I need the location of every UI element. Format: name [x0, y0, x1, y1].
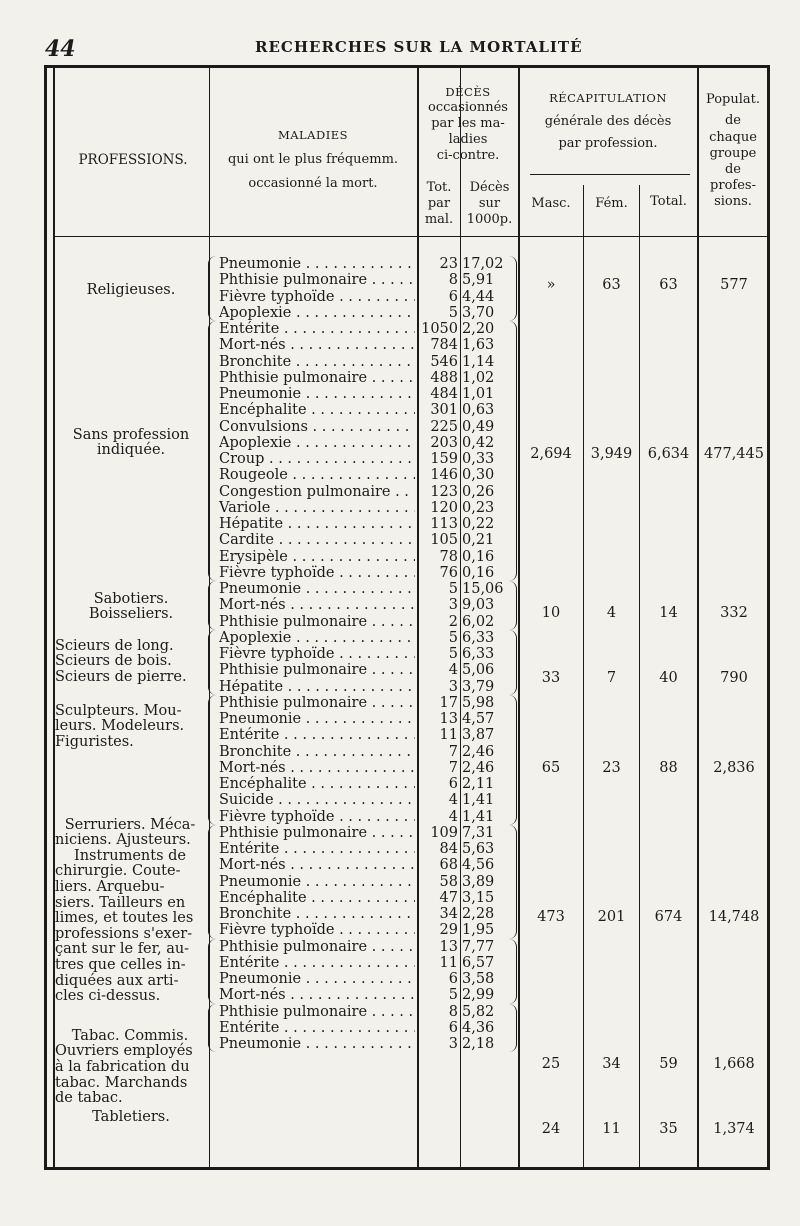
header-tot-3: mal. [424, 212, 454, 227]
table-row [0, 549, 800, 565]
header-deces-title: DÉCÈS [445, 85, 491, 99]
deaths-per-1000: 0,16 [462, 564, 495, 581]
total-deaths: 7 [448, 743, 458, 760]
total-deaths: 13 [439, 711, 458, 727]
profession-label: Serruriers. Méca- [64, 816, 196, 833]
header-recap-line2: générale des décès [544, 114, 672, 129]
recap-masc: 2,694 [530, 446, 572, 463]
profession-label: de tabac. [55, 1090, 123, 1107]
profession-label: Instruments de [73, 847, 186, 864]
disease-name: Entérite . . . [219, 841, 415, 857]
group-brace [208, 695, 217, 825]
deaths-per-1000: 0,33 [462, 451, 495, 467]
disease-name: Rougeole . . . [219, 467, 415, 483]
table-row [0, 321, 800, 337]
recap-brace [508, 939, 517, 1004]
recap-brace [508, 581, 517, 630]
profession-label: tabac. Marchands [55, 1074, 188, 1091]
disease-name: Phthisie pulmonaire . . . [219, 370, 415, 386]
table-row [0, 484, 800, 500]
disease-name: Encéphalite . . . [219, 890, 415, 906]
header-maladies-title: MALADIES [277, 128, 349, 142]
header-masc: Masc. [531, 196, 571, 211]
header-fem: Fém. [595, 196, 628, 211]
total-deaths: 7 [448, 759, 458, 776]
profession-label: çant sur le fer, au- [55, 941, 190, 958]
recap-population: 790 [720, 670, 748, 687]
header-per-3: 1000p. [466, 212, 513, 227]
disease-name: Phthisie pulmonaire . . . [219, 662, 415, 678]
disease-name: Pneumonie . . . [219, 1036, 415, 1052]
disease-name: Pneumonie . . . [219, 386, 415, 402]
deaths-per-1000: 2,46 [462, 743, 495, 760]
recap-fem: 11 [602, 1120, 621, 1137]
disease-name: Phthisie pulmonaire . . . [219, 272, 415, 288]
disease-name: Mort-nés . . . [219, 337, 415, 353]
total-deaths: 13 [439, 938, 458, 955]
recap-population: 332 [720, 605, 748, 622]
table-row [0, 971, 800, 987]
recap-masc: 10 [541, 605, 561, 622]
recap-population: 2,836 [713, 759, 755, 776]
disease-name: Hépatite . . . [219, 679, 415, 695]
disease-name: Phthisie pulmonaire . . . [219, 1004, 415, 1020]
deaths-per-1000: 15,06 [462, 581, 504, 597]
header-deces-line2: occasionnés [428, 100, 508, 115]
header-pop-7: sions. [714, 194, 752, 209]
table-row [0, 954, 800, 974]
disease-name: Bronchite . . . [219, 354, 415, 370]
table-row [0, 256, 800, 272]
recap-total: 59 [659, 1055, 678, 1072]
table-row [0, 305, 800, 321]
deaths-per-1000: 0,21 [462, 532, 495, 549]
profession-label: leurs. Modeleurs. [55, 718, 185, 735]
recap-brace [508, 630, 517, 695]
deaths-per-1000: 1,41 [462, 808, 495, 825]
disease-name: Cardite . . . [219, 532, 415, 548]
header-pop-2: de [724, 113, 741, 128]
header-per-1: Décès [469, 180, 510, 195]
header-per-2: sur [478, 196, 501, 211]
profession-label: Figuristes. [55, 734, 134, 751]
deaths-per-1000: 7,31 [462, 824, 495, 841]
disease-name: Phthisie pulmonaire . . . [219, 939, 415, 955]
header-pop-5: de [724, 162, 741, 177]
disease-name: Fièvre typhoïde . . . [219, 646, 415, 662]
disease-name: Fièvre typhoïde . . . [219, 565, 415, 581]
profession-label: diquées aux arti- [55, 972, 179, 989]
recap-total: 6,634 [647, 446, 690, 463]
table-row [0, 776, 800, 792]
total-deaths: 120 [430, 499, 458, 516]
total-deaths: 6 [448, 288, 458, 305]
profession-label: Sans profession [72, 426, 190, 443]
deaths-per-1000: 0,26 [462, 483, 495, 500]
total-deaths: 68 [439, 857, 458, 874]
deaths-per-1000: 4,56 [462, 857, 495, 874]
total-deaths: 11 [439, 727, 458, 744]
profession-label: tres que celles in- [55, 957, 186, 974]
recap-total: 35 [659, 1120, 678, 1137]
disease-name: Entérite . . . [219, 955, 415, 971]
disease-name: Hépatite . . . [219, 516, 415, 532]
recap-total: 63 [659, 277, 678, 294]
disease-name: Phthisie pulmonaire . . . [219, 825, 415, 841]
recap-masc: 25 [541, 1055, 561, 1072]
table-row [0, 370, 800, 386]
deaths-per-1000: 4,44 [462, 288, 495, 305]
page-number: 44 [45, 36, 76, 62]
disease-name: Entérite . . . [219, 1020, 415, 1036]
total-deaths: 1050 [421, 321, 458, 337]
disease-name: Pneumonie . . . [219, 711, 415, 727]
group-brace [208, 825, 217, 939]
running-head: RECHERCHES SUR LA MORTALITÉ [255, 38, 583, 56]
disease-name: Bronchite . . . [219, 906, 415, 922]
header-pop-3: chaque [709, 130, 757, 145]
profession-label: Tabac. Commis. [71, 1027, 189, 1044]
total-deaths: 5 [448, 304, 458, 321]
header-recap-line3: par profession. [558, 136, 658, 151]
total-deaths: 301 [430, 402, 458, 419]
deaths-per-1000: 1,01 [462, 386, 495, 402]
total-deaths: 6 [448, 776, 458, 792]
deaths-per-1000: 3,87 [462, 727, 495, 744]
deaths-per-1000: 6,33 [462, 629, 495, 646]
total-deaths: 4 [448, 792, 458, 809]
total-deaths: 5 [448, 581, 458, 597]
disease-name: Apoplexie . . . [219, 305, 415, 321]
deaths-per-1000: 2,20 [462, 321, 495, 337]
deaths-per-1000: 17,02 [462, 256, 504, 272]
deaths-per-1000: 5,06 [462, 662, 495, 679]
table-row [0, 938, 800, 958]
deaths-per-1000: 6,02 [462, 613, 495, 630]
total-deaths: 123 [430, 483, 458, 500]
profession-label: siers. Tailleurs en [55, 894, 186, 911]
deaths-per-1000: 6,57 [462, 954, 495, 971]
recap-fem: 63 [602, 277, 621, 294]
disease-name: Congestion pulmonaire . . . [219, 484, 415, 500]
total-deaths: 225 [430, 418, 458, 435]
disease-name: Entérite . . . [219, 727, 415, 743]
table-row [0, 987, 800, 1003]
disease-name: Convulsions . . . [219, 419, 415, 435]
group-brace [208, 1004, 217, 1053]
table-row [0, 1020, 800, 1036]
group-brace [208, 321, 217, 581]
disease-name: Phthisie pulmonaire . . . [219, 614, 415, 630]
deaths-per-1000: 1,95 [462, 922, 495, 939]
total-deaths: 5 [448, 629, 458, 646]
header-total: Total. [650, 194, 687, 209]
total-deaths: 6 [448, 971, 458, 987]
recap-population: 14,748 [708, 909, 760, 926]
disease-name: Encéphalite . . . [219, 402, 415, 418]
total-deaths: 105 [430, 532, 458, 549]
profession-label: Scieurs de pierre. [55, 669, 187, 686]
profession-label: chirurgie. Coute- [55, 863, 181, 880]
disease-name: Apoplexie . . . [219, 435, 415, 451]
deaths-per-1000: 0,49 [462, 418, 495, 435]
recap-total: 88 [659, 759, 678, 776]
header-deces-line4: ladies [448, 132, 488, 147]
header-rule [53, 236, 770, 237]
profession-label: niciens. Ajusteurs. [55, 832, 191, 849]
total-deaths: 34 [439, 906, 458, 922]
table-row [0, 354, 800, 370]
recap-fem: 4 [606, 605, 617, 622]
total-deaths: 203 [430, 434, 458, 451]
disease-name: Pneumonie . . . [219, 256, 415, 272]
header-tot-2: par [427, 196, 451, 211]
total-deaths: 58 [439, 873, 458, 890]
total-deaths: 3 [448, 678, 458, 695]
deaths-per-1000: 3,70 [462, 304, 495, 321]
disease-name: Mort-nés . . . [219, 597, 415, 613]
profession-label: Scieurs de bois. [55, 653, 172, 670]
profession-label: Sabotiers. [93, 590, 169, 607]
group-brace [208, 939, 217, 1004]
deaths-per-1000: 5,91 [462, 272, 495, 289]
disease-name: Apoplexie . . . [219, 630, 415, 646]
profession-label: Scieurs de long. [55, 637, 174, 654]
deaths-per-1000: 2,18 [462, 1036, 495, 1052]
deaths-per-1000: 4,57 [462, 711, 495, 727]
disease-name: Croup . . . [219, 451, 415, 467]
recap-fem: 201 [597, 909, 626, 926]
table-row [0, 402, 800, 418]
recap-brace [508, 695, 517, 825]
deaths-per-1000: 0,63 [462, 402, 495, 419]
profession-label: limes, et toutes les [55, 910, 194, 927]
header-maladies-line2: qui ont le plus fréquemm. [227, 152, 399, 167]
header-deces-line3: par les ma- [431, 116, 505, 131]
table-row [0, 467, 800, 483]
total-deaths: 3 [448, 1036, 458, 1052]
profession-label: liers. Arquebu- [55, 879, 165, 896]
table-row [0, 565, 800, 581]
deaths-per-1000: 0,16 [462, 548, 495, 565]
deaths-per-1000: 2,11 [462, 776, 495, 792]
deaths-per-1000: 2,28 [462, 906, 495, 922]
total-deaths: 4 [448, 808, 458, 825]
group-brace [208, 581, 217, 630]
total-deaths: 11 [439, 954, 458, 971]
deaths-per-1000: 3,79 [462, 678, 495, 695]
profession-label: à la fabrication du [55, 1059, 190, 1076]
disease-name: Fièvre typhoïde . . . [219, 809, 415, 825]
disease-name: Mort-nés . . . [219, 987, 415, 1003]
deaths-per-1000: 1,14 [462, 353, 495, 370]
total-deaths: 113 [430, 516, 458, 532]
group-brace [208, 256, 217, 321]
recap-fem: 3,949 [590, 446, 633, 463]
deaths-per-1000: 5,98 [462, 694, 495, 711]
deaths-per-1000: 0,42 [462, 434, 495, 451]
disease-name: Pneumonie . . . [219, 874, 415, 890]
total-deaths: 5 [448, 987, 458, 1004]
disease-name: Encéphalite . . . [219, 776, 415, 792]
disease-name: Pneumonie . . . [219, 581, 415, 597]
recap-fem: 23 [602, 759, 621, 776]
table-row [0, 532, 800, 548]
total-deaths: 784 [430, 337, 458, 354]
total-deaths: 29 [439, 922, 458, 939]
recap-total: 14 [659, 605, 678, 622]
recap-brace [508, 1004, 517, 1053]
total-deaths: 8 [448, 272, 458, 289]
disease-name: Phthisie pulmonaire . . . [219, 695, 415, 711]
recap-fem: 34 [602, 1055, 621, 1072]
total-deaths: 76 [439, 564, 458, 581]
profession-label: Boisseliers. [88, 606, 174, 623]
disease-name: Variole . . . [219, 500, 415, 516]
recap-masc: 473 [537, 909, 565, 926]
deaths-per-1000: 1,02 [462, 369, 495, 386]
group-brace [208, 630, 217, 695]
profession-label: Ouvriers employés [55, 1043, 193, 1060]
recap-masc: 65 [541, 759, 561, 776]
total-deaths: 488 [430, 369, 458, 386]
header-pop-4: groupe [709, 146, 757, 161]
total-deaths: 78 [439, 548, 458, 565]
disease-name: Mort-nés . . . [219, 760, 415, 776]
table-row [0, 337, 800, 353]
recap-population: 477,445 [704, 446, 764, 463]
deaths-per-1000: 7,77 [462, 938, 495, 955]
total-deaths: 5 [448, 646, 458, 662]
deaths-per-1000: 3,89 [462, 873, 495, 890]
disease-name: Mort-nés . . . [219, 857, 415, 873]
recap-total: 674 [654, 909, 683, 926]
header-recap-title: RÉCAPITULATION [549, 91, 667, 105]
header-tot-1: Tot. [426, 180, 452, 195]
recap-brace [508, 825, 517, 939]
disease-name: Pneumonie . . . [219, 971, 415, 987]
table-row [0, 516, 800, 532]
recap-brace [508, 321, 517, 581]
recap-population: 1,374 [713, 1120, 755, 1137]
profession-label: professions s'exer- [55, 925, 193, 942]
total-deaths: 6 [448, 1019, 458, 1036]
header-rule [530, 174, 690, 175]
header-pop-6: profes- [710, 178, 756, 193]
disease-name: Bronchite . . . [219, 744, 415, 760]
deaths-per-1000: 5,63 [462, 841, 495, 857]
recap-total: 40 [659, 670, 678, 687]
total-deaths: 84 [439, 841, 458, 857]
header-pop-1: Populat. [705, 92, 760, 107]
disease-name: Suicide . . . [219, 792, 415, 808]
total-deaths: 47 [439, 889, 458, 906]
recap-brace [508, 256, 517, 321]
profession-label: Religieuses. [86, 282, 176, 298]
total-deaths: 146 [430, 467, 458, 484]
recap-population: 1,668 [713, 1055, 755, 1072]
deaths-per-1000: 1,41 [462, 792, 495, 809]
deaths-per-1000: 4,36 [462, 1019, 495, 1036]
recap-masc: » [546, 277, 556, 294]
total-deaths: 23 [439, 256, 458, 272]
deaths-per-1000: 3,58 [462, 971, 495, 987]
profession-label: indiquée. [96, 442, 166, 459]
deaths-per-1000: 0,23 [462, 499, 495, 516]
profession-label: Tabletiers. [92, 1109, 170, 1126]
profession-label: Sculpteurs. Mou- [55, 702, 182, 719]
total-deaths: 2 [448, 613, 458, 630]
table-row [0, 1004, 800, 1020]
total-deaths: 8 [448, 1003, 458, 1020]
deaths-per-1000: 0,22 [462, 516, 495, 532]
recap-fem: 7 [606, 670, 617, 687]
deaths-per-1000: 3,15 [462, 889, 495, 906]
deaths-per-1000: 6,33 [462, 646, 495, 662]
header-maladies-line3: occasionné la mort. [248, 176, 378, 191]
table-row [0, 1036, 800, 1052]
recap-masc: 33 [541, 670, 561, 687]
deaths-per-1000: 2,99 [462, 987, 495, 1004]
total-deaths: 109 [430, 824, 458, 841]
header-deces-line5: ci-contre. [436, 148, 500, 163]
deaths-per-1000: 9,03 [462, 597, 495, 614]
deaths-per-1000: 2,46 [462, 759, 495, 776]
total-deaths: 4 [448, 662, 458, 679]
total-deaths: 3 [448, 597, 458, 614]
total-deaths: 484 [430, 386, 458, 402]
deaths-per-1000: 1,63 [462, 337, 495, 354]
total-deaths: 159 [430, 451, 458, 467]
profession-label: cles ci-dessus. [55, 988, 161, 1005]
recap-population: 577 [720, 277, 748, 294]
table-row [0, 500, 800, 516]
recap-masc: 24 [541, 1120, 561, 1137]
disease-name: Fièvre typhoïde . . . [219, 922, 415, 938]
total-deaths: 17 [439, 694, 458, 711]
total-deaths: 546 [430, 353, 458, 370]
header-professions: PROFESSIONS. [78, 152, 188, 168]
disease-name: Fièvre typhoïde . . . [219, 289, 415, 305]
disease-name: Entérite . . . [219, 321, 415, 337]
deaths-per-1000: 0,30 [462, 467, 495, 484]
disease-name: Erysipèle . . . [219, 549, 415, 565]
deaths-per-1000: 5,82 [462, 1003, 495, 1020]
table-row [0, 386, 800, 402]
table-row [0, 792, 800, 808]
